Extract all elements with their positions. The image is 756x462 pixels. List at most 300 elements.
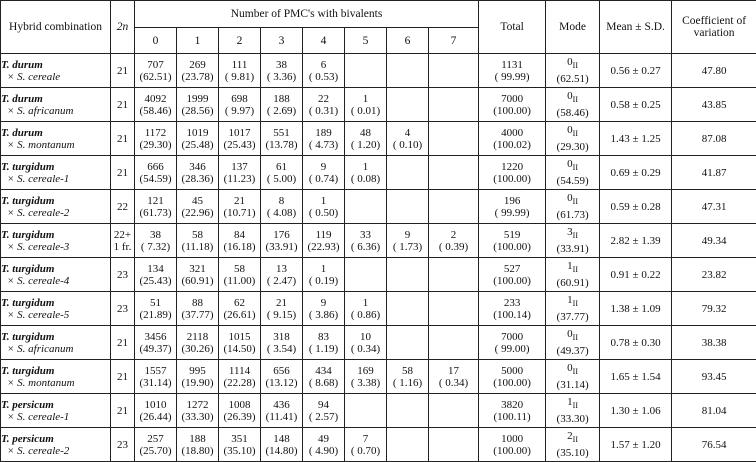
total-cell: [479, 122, 546, 156]
bivalent-5-cell: [345, 224, 387, 258]
bivalent-3-cell: [261, 258, 303, 292]
pmc-count: 551: [261, 127, 302, 139]
pmc-percent: (33.91): [261, 241, 302, 253]
pmc-percent: (26.61): [219, 309, 260, 321]
bivalent-5-cell: [345, 292, 387, 326]
pmc-count: 698: [219, 93, 260, 105]
table-row: [1, 258, 756, 292]
bivalent-1-cell: [177, 190, 219, 224]
pmc-percent: (35.10): [219, 445, 260, 457]
bivalent-5-cell: [345, 394, 387, 428]
pmc-count: 13: [261, 263, 302, 275]
pmc-count: 61: [261, 161, 302, 173]
cov-cell: 38.38: [672, 326, 756, 360]
header-pmc-bivalents: Number of PMC's with bivalents: [135, 1, 479, 28]
mode-percent: (31.14): [546, 379, 599, 391]
cov-cell: 76.54: [672, 428, 756, 462]
bivalent-3-cell: [261, 122, 303, 156]
pmc-count: 48: [345, 127, 386, 139]
pmc-count: 2118: [177, 331, 218, 343]
mode-subscript: II: [573, 130, 578, 139]
bivalent-7-cell: [429, 88, 479, 122]
bivalent-4-cell: [303, 122, 345, 156]
pmc-count: 436: [261, 399, 302, 411]
bivalent-7-cell: [429, 122, 479, 156]
pmc-percent: (62.51): [135, 71, 176, 83]
pmc-percent: (30.26): [177, 343, 218, 355]
mean-sd-cell: 2.82 ± 1.39: [600, 224, 672, 258]
total-cell: [479, 428, 546, 462]
mode-subscript: II: [573, 402, 578, 411]
cov-cell: 93.45: [672, 360, 756, 394]
pmc-percent: (10.71): [219, 207, 260, 219]
genus-name: T. durum: [1, 127, 43, 139]
bivalent-2-cell: [219, 360, 261, 394]
pmc-count: 51: [135, 297, 176, 309]
pmc-percent: ( 0.08): [345, 173, 386, 185]
pmc-percent: (58.46): [135, 105, 176, 117]
mode-cell: [546, 292, 600, 326]
mode-number: 0: [567, 362, 573, 374]
bivalent-5-cell: [345, 122, 387, 156]
total-percent: (100.14): [479, 309, 545, 321]
pmc-percent: ( 3.86): [303, 309, 344, 321]
pmc-percent: ( 8.68): [303, 377, 344, 389]
cross-name: × S. montanum: [1, 377, 75, 389]
pmc-percent: ( 4.90): [303, 445, 344, 457]
pmc-percent: (22.96): [177, 207, 218, 219]
pmc-percent: (25.43): [219, 139, 260, 151]
cross-name: × S. cereale-4: [1, 275, 69, 287]
mean-sd-cell: 0.58 ± 0.25: [600, 88, 672, 122]
total-cell: [479, 224, 546, 258]
pmc-percent: (14.80): [261, 445, 302, 457]
pmc-count: 1172: [135, 127, 176, 139]
pmc-percent: ( 2.69): [261, 105, 302, 117]
mode-subscript: II: [573, 266, 578, 275]
bivalent-2-cell: [219, 292, 261, 326]
pmc-count: 1114: [219, 365, 260, 377]
pmc-percent: (11.00): [219, 275, 260, 287]
pmc-count: 17: [429, 365, 478, 377]
bivalent-0-cell: [135, 88, 177, 122]
pmc-count: 21: [261, 297, 302, 309]
bivalent-3-cell: [261, 190, 303, 224]
bivalent-0-cell: [135, 156, 177, 190]
pmc-count: 119: [303, 229, 344, 241]
pmc-percent: ( 1.16): [387, 377, 428, 389]
table-row: [1, 326, 756, 360]
pmc-percent: ( 4.08): [261, 207, 302, 219]
mode-value: [546, 158, 599, 174]
header-hybrid: Hybrid combination: [1, 1, 111, 54]
pmc-count: 1017: [219, 127, 260, 139]
pmc-percent: (25.43): [135, 275, 176, 287]
bivalent-6-cell: [387, 156, 429, 190]
mode-cell: [546, 156, 600, 190]
bivalent-3-cell: [261, 156, 303, 190]
bivalent-0-cell: [135, 122, 177, 156]
bivalent-1-cell: [177, 292, 219, 326]
pmc-percent: (22.93): [303, 241, 344, 253]
pmc-count: 88: [177, 297, 218, 309]
bivalent-4-cell: [303, 428, 345, 462]
pmc-count: 38: [135, 229, 176, 241]
mode-value: [546, 396, 599, 412]
pmc-count: 9: [303, 161, 344, 173]
mean-sd-cell: 1.43 ± 1.25: [600, 122, 672, 156]
mode-percent: (33.30): [546, 413, 599, 425]
hybrid-cell: [1, 122, 111, 156]
chromosome-count: 23: [111, 428, 135, 462]
pmc-percent: ( 0.74): [303, 173, 344, 185]
bivalent-3-cell: [261, 428, 303, 462]
pmc-percent: ( 0.86): [345, 309, 386, 321]
pmc-percent: (26.44): [135, 411, 176, 423]
mean-sd-cell: 1.38 ± 1.09: [600, 292, 672, 326]
pmc-count: 346: [177, 161, 218, 173]
pmc-count: 94: [303, 399, 344, 411]
mean-sd-cell: 1.30 ± 1.06: [600, 394, 672, 428]
genus-name: T. durum: [1, 59, 43, 71]
genus-name: T. turgidum: [1, 263, 54, 275]
mean-sd-cell: 1.65 ± 1.54: [600, 360, 672, 394]
chromosome-count: 23: [111, 258, 135, 292]
total-count: 527: [479, 263, 545, 275]
total-percent: (100.00): [479, 173, 545, 185]
cross-name: × S. cereale-5: [1, 309, 69, 321]
cov-cell: 81.04: [672, 394, 756, 428]
chromosome-count: 21: [111, 360, 135, 394]
mode-cell: [546, 258, 600, 292]
mode-number: 1: [567, 294, 573, 306]
genus-name: T. turgidum: [1, 365, 54, 377]
total-count: 4000: [479, 127, 545, 139]
genus-name: T. turgidum: [1, 297, 54, 309]
total-count: 3820: [479, 399, 545, 411]
chromosome-count: 22+ 1 fr.: [111, 224, 135, 258]
cov-cell: 47.80: [672, 54, 756, 88]
pmc-count: 7: [345, 433, 386, 445]
genus-name: T. persicum: [1, 399, 54, 411]
header-bivalent-7: 7: [429, 28, 479, 54]
total-percent: (100.11): [479, 411, 545, 423]
pmc-count: 1: [345, 297, 386, 309]
total-cell: [479, 54, 546, 88]
bivalent-3-cell: [261, 360, 303, 394]
bivalent-7-cell: [429, 258, 479, 292]
pmc-percent: ( 0.53): [303, 71, 344, 83]
chromosome-count: 21: [111, 326, 135, 360]
header-mode: Mode: [546, 1, 600, 54]
bivalent-1-cell: [177, 326, 219, 360]
bivalent-4-cell: [303, 54, 345, 88]
table-row: [1, 224, 756, 258]
header-cov: Coefficient of variation: [672, 1, 756, 54]
bivalent-4-cell: [303, 156, 345, 190]
pmc-percent: (11.41): [261, 411, 302, 423]
bivalent-0-cell: [135, 224, 177, 258]
mode-number: 0: [567, 90, 573, 102]
pmc-count: 995: [177, 365, 218, 377]
chromosome-count: 21: [111, 88, 135, 122]
pmc-count: 21: [219, 195, 260, 207]
pmc-count: 257: [135, 433, 176, 445]
cov-cell: 23.82: [672, 258, 756, 292]
mode-number: 0: [567, 328, 573, 340]
bivalent-3-cell: [261, 224, 303, 258]
hybrid-cell: [1, 292, 111, 326]
cross-name: × S. cereale: [1, 71, 60, 83]
mode-value: [546, 56, 599, 72]
pmc-count: 188: [261, 93, 302, 105]
pmc-percent: (14.50): [219, 343, 260, 355]
pmc-percent: ( 0.31): [303, 105, 344, 117]
total-percent: ( 99.99): [479, 207, 545, 219]
total-percent: (100.00): [479, 105, 545, 117]
mode-cell: [546, 88, 600, 122]
pmc-count: 111: [219, 59, 260, 71]
bivalent-0-cell: [135, 54, 177, 88]
bivalent-5-cell: [345, 258, 387, 292]
pmc-count: 121: [135, 195, 176, 207]
bivalent-7-cell: [429, 224, 479, 258]
mode-value: [546, 328, 599, 344]
mode-subscript: II: [573, 300, 578, 309]
total-cell: [479, 190, 546, 224]
pmc-count: 45: [177, 195, 218, 207]
pmc-percent: (11.18): [177, 241, 218, 253]
pmc-count: 1015: [219, 331, 260, 343]
mean-sd-cell: 0.69 ± 0.29: [600, 156, 672, 190]
mode-percent: (61.73): [546, 209, 599, 221]
pmc-percent: (25.70): [135, 445, 176, 457]
hybrid-cell: [1, 156, 111, 190]
hybrid-cell: [1, 258, 111, 292]
pmc-count: 84: [219, 229, 260, 241]
header-bivalent-0: 0: [135, 28, 177, 54]
pmc-percent: ( 3.54): [261, 343, 302, 355]
total-percent: ( 99.00): [479, 343, 545, 355]
mode-percent: (29.30): [546, 141, 599, 153]
bivalent-6-cell: [387, 258, 429, 292]
mode-subscript: II: [573, 96, 578, 105]
bivalent-2-cell: [219, 54, 261, 88]
bivalent-5-cell: [345, 156, 387, 190]
table-row: [1, 360, 756, 394]
pmc-count: 83: [303, 331, 344, 343]
bivalent-6-cell: [387, 428, 429, 462]
pmc-count: 1: [303, 195, 344, 207]
cross-name: × S. cereale-2: [1, 445, 69, 457]
mode-value: [546, 294, 599, 310]
pmc-count: 134: [135, 263, 176, 275]
pmc-percent: ( 0.01): [345, 105, 386, 117]
bivalent-6-cell: [387, 122, 429, 156]
mode-percent: (54.59): [546, 175, 599, 187]
mean-sd-cell: 0.59 ± 0.28: [600, 190, 672, 224]
pmc-count: 1: [345, 93, 386, 105]
pmc-count: 1019: [177, 127, 218, 139]
header-2n: 2n: [111, 1, 135, 54]
table-row: [1, 292, 756, 326]
bivalent-7-cell: [429, 190, 479, 224]
table-row: [1, 428, 756, 462]
mode-subscript: II: [573, 368, 578, 377]
mean-sd-cell: 0.56 ± 0.27: [600, 54, 672, 88]
pmc-count: 4092: [135, 93, 176, 105]
total-cell: [479, 88, 546, 122]
pmc-count: 8: [261, 195, 302, 207]
bivalent-5-cell: [345, 428, 387, 462]
cov-cell: 41.87: [672, 156, 756, 190]
mode-value: [546, 362, 599, 378]
bivalent-6-cell: [387, 394, 429, 428]
pmc-percent: ( 2.57): [303, 411, 344, 423]
header-bivalent-5: 5: [345, 28, 387, 54]
header-bivalent-3: 3: [261, 28, 303, 54]
header-total: Total: [479, 1, 546, 54]
bivalent-3-cell: [261, 54, 303, 88]
bivalent-6-cell: [387, 326, 429, 360]
pmc-percent: (60.91): [177, 275, 218, 287]
bivalent-1-cell: [177, 428, 219, 462]
cross-name: × S. cereale-2: [1, 207, 69, 219]
pmc-count: 62: [219, 297, 260, 309]
mode-number: 2: [567, 430, 573, 442]
bivalent-2-cell: [219, 394, 261, 428]
pmc-count: 189: [303, 127, 344, 139]
table-body: [1, 54, 756, 462]
pmc-count: 148: [261, 433, 302, 445]
mode-percent: (33.91): [546, 243, 599, 255]
mode-percent: (37.77): [546, 311, 599, 323]
header-bivalent-4: 4: [303, 28, 345, 54]
pmc-percent: ( 1.20): [345, 139, 386, 151]
bivalent-5-cell: [345, 360, 387, 394]
cross-name: × S. cereale-1: [1, 173, 69, 185]
pmc-count: 1999: [177, 93, 218, 105]
bivalent-0-cell: [135, 360, 177, 394]
cross-name: × S. montanum: [1, 139, 75, 151]
pmc-count: 1010: [135, 399, 176, 411]
total-percent: (100.02): [479, 139, 545, 151]
bivalent-7-cell: [429, 394, 479, 428]
cross-name: × S. africanum: [1, 343, 73, 355]
bivalent-5-cell: [345, 54, 387, 88]
pmc-count: 321: [177, 263, 218, 275]
bivalent-4-cell: [303, 292, 345, 326]
bivalent-4-cell: [303, 360, 345, 394]
mode-subscript: II: [573, 164, 578, 173]
genus-name: T. durum: [1, 93, 43, 105]
bivalent-4-cell: [303, 88, 345, 122]
chromosome-count: 21: [111, 156, 135, 190]
bivalent-3-cell: [261, 326, 303, 360]
mode-cell: [546, 190, 600, 224]
mode-percent: (62.51): [546, 73, 599, 85]
pmc-count: 1272: [177, 399, 218, 411]
bivalent-7-cell: [429, 326, 479, 360]
pmc-percent: ( 0.10): [387, 139, 428, 151]
cross-name: × S. africanum: [1, 105, 73, 117]
chromosome-count: 21: [111, 54, 135, 88]
mode-value: [546, 226, 599, 242]
bivalent-6-cell: [387, 224, 429, 258]
pmc-count: 318: [261, 331, 302, 343]
total-count: 7000: [479, 93, 545, 105]
bivalent-1-cell: [177, 360, 219, 394]
pmc-percent: ( 5.00): [261, 173, 302, 185]
bivalent-4-cell: [303, 224, 345, 258]
bivalent-6-cell: [387, 190, 429, 224]
mode-percent: (58.46): [546, 107, 599, 119]
total-count: 1131: [479, 59, 545, 71]
pmc-count: 188: [177, 433, 218, 445]
bivalent-5-cell: [345, 190, 387, 224]
genus-name: T. turgidum: [1, 195, 54, 207]
hybrid-cell: [1, 394, 111, 428]
pmc-percent: ( 3.36): [261, 71, 302, 83]
bivalent-2-cell: [219, 88, 261, 122]
bivalent-0-cell: [135, 394, 177, 428]
mode-number: 0: [567, 158, 573, 170]
pmc-count: 22: [303, 93, 344, 105]
bivalent-7-cell: [429, 360, 479, 394]
total-cell: [479, 394, 546, 428]
pmc-count: 176: [261, 229, 302, 241]
mode-subscript: II: [573, 334, 578, 343]
bivalent-4-cell: [303, 394, 345, 428]
hybrid-cell: [1, 190, 111, 224]
bivalent-0-cell: [135, 428, 177, 462]
mode-number: 0: [567, 192, 573, 204]
total-cell: [479, 360, 546, 394]
genus-name: T. turgidum: [1, 161, 54, 173]
bivalent-2-cell: [219, 156, 261, 190]
mode-cell: [546, 326, 600, 360]
pmc-percent: (11.23): [219, 173, 260, 185]
pmc-count: 1557: [135, 365, 176, 377]
cov-cell: 47.31: [672, 190, 756, 224]
total-count: 519: [479, 229, 545, 241]
pmc-percent: (31.14): [135, 377, 176, 389]
total-cell: [479, 326, 546, 360]
total-count: 5000: [479, 365, 545, 377]
pmc-count: 38: [261, 59, 302, 71]
bivalent-1-cell: [177, 156, 219, 190]
pmc-count: 1: [303, 263, 344, 275]
pmc-count: 3456: [135, 331, 176, 343]
pmc-count: 58: [177, 229, 218, 241]
bivalent-5-cell: [345, 326, 387, 360]
hybrid-cell: [1, 360, 111, 394]
mode-cell: [546, 122, 600, 156]
total-count: 7000: [479, 331, 545, 343]
table-row: [1, 394, 756, 428]
table-row: [1, 54, 756, 88]
total-count: 1000: [479, 433, 545, 445]
hybrid-cell: [1, 224, 111, 258]
chromosome-count: 22: [111, 190, 135, 224]
pmc-percent: ( 0.34): [345, 343, 386, 355]
pmc-percent: ( 9.97): [219, 105, 260, 117]
bivalent-0-cell: [135, 292, 177, 326]
mode-value: [546, 192, 599, 208]
bivalent-2-cell: [219, 326, 261, 360]
chromosome-count: 21: [111, 394, 135, 428]
mode-value: [546, 90, 599, 106]
